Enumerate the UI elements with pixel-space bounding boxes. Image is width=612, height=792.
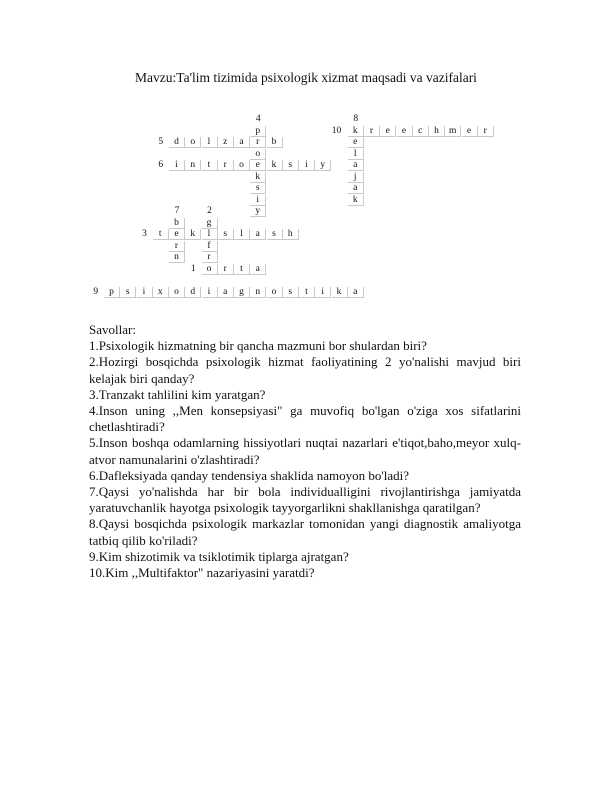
crossword-cell: s <box>283 160 299 171</box>
crossword-cell: b <box>169 218 185 229</box>
crossword-number: 2 <box>207 206 212 216</box>
crossword-cell: a <box>348 287 364 298</box>
crossword-cell: g <box>234 287 250 298</box>
question-item: 8.Qaysi bosqichda psixologik markazlar tomonidan yangi diagnostik amaliyotga tatbiq qilib ko'riladi? <box>89 516 521 548</box>
crossword-cell: t <box>153 229 169 240</box>
crossword-cell: h <box>283 229 299 240</box>
crossword-cell: p <box>104 287 120 298</box>
crossword-number: 6 <box>158 160 164 170</box>
question-item: 5.Inson boshqa odamlarning hissiyotlari nuqtai nazarlari e'tiqot,baho,meyor xulq-atvor namunalarini o'zlashtiradi? <box>89 435 521 467</box>
crossword-number: 3 <box>142 229 147 239</box>
crossword-cell: y <box>315 160 331 171</box>
crossword-cell: h <box>429 126 445 137</box>
crossword-cell: l <box>234 229 250 240</box>
crossword-number: 5 <box>158 137 164 147</box>
crossword-number: 8 <box>353 114 359 124</box>
crossword-cell: n <box>185 160 201 171</box>
crossword-cell: l <box>348 149 364 160</box>
crossword-cell: d <box>185 287 201 298</box>
crossword-cell: k <box>250 172 266 183</box>
question-item: 9.Kim shizotimik va tsiklotimik tiplarga ajratgan? <box>89 548 349 564</box>
crossword-cell: o <box>202 264 218 275</box>
crossword-cell: i <box>250 195 266 206</box>
crossword-cell: b <box>267 137 283 148</box>
crossword-cell: j <box>348 172 364 183</box>
crossword-cell: s <box>283 287 299 298</box>
crossword-cell: i <box>299 160 315 171</box>
crossword-cell: a <box>348 183 364 194</box>
page-title: Mavzu:Ta'lim tizimida psixologik xizmat maqsadi va vazifalari <box>135 70 477 85</box>
crossword-cell: a <box>234 137 250 148</box>
crossword-cell: e <box>462 126 478 137</box>
crossword-cell: k <box>332 287 348 298</box>
crossword-cell: i <box>169 160 185 171</box>
crossword-cell: k <box>267 160 283 171</box>
crossword-cell: n <box>250 287 266 298</box>
crossword-cell: a <box>218 287 234 298</box>
crossword-cell: a <box>250 264 266 275</box>
crossword-grid <box>0 0 612 300</box>
crossword-number: 10 <box>331 125 342 136</box>
crossword-cell: s <box>250 183 266 194</box>
crossword-number: 7 <box>174 206 180 216</box>
crossword-cell: e <box>250 160 266 171</box>
crossword-cell: m <box>445 126 461 137</box>
crossword-cell: i <box>315 287 331 298</box>
crossword-cell: t <box>299 287 315 298</box>
crossword-cell: s <box>267 229 283 240</box>
question-item: 3.Tranzakt tahlilini kim yaratgan? <box>89 386 266 402</box>
crossword-cell: l <box>202 229 218 240</box>
question-list <box>89 338 521 581</box>
crossword-cell: i <box>202 287 218 298</box>
questions-section <box>89 322 521 581</box>
crossword-cell: y <box>250 206 266 217</box>
crossword-cell: p <box>250 126 266 137</box>
crossword-cell: k <box>185 229 201 240</box>
crossword-cell: s <box>120 287 136 298</box>
crossword-cell: o <box>234 160 250 171</box>
crossword-cell: a <box>348 160 364 171</box>
crossword-cell: e <box>397 126 413 137</box>
question-item: 7.Qaysi yo'nalishda har bir bola individualligini rivojlantirishga jamiyatda yaratuvchanlik hayotga psixologik tayyorgarlikni shakllanishga qaratilgan? <box>89 484 521 516</box>
crossword-cell: l <box>202 137 218 148</box>
crossword-cell: n <box>169 252 185 263</box>
crossword-cell: d <box>169 137 185 148</box>
crossword-cell: x <box>153 287 169 298</box>
crossword-cell: o <box>267 287 283 298</box>
crossword-cell: a <box>250 229 266 240</box>
crossword-cell: e <box>380 126 396 137</box>
crossword-cell: f <box>202 241 218 252</box>
crossword-cell: c <box>413 126 429 137</box>
crossword-cell: e <box>348 137 364 148</box>
crossword-cell: t <box>234 264 250 275</box>
crossword-cell: k <box>348 126 364 137</box>
crossword-cell: z <box>218 137 234 148</box>
crossword-cell: r <box>364 126 380 137</box>
crossword-cell: r <box>169 241 185 252</box>
crossword-cell: r <box>478 126 494 137</box>
crossword-cell: r <box>218 264 234 275</box>
crossword-cell: r <box>250 137 266 148</box>
crossword-cell: t <box>202 160 218 171</box>
question-item: 10.Kim ,,Multifaktor" nazariyasini yaratdi? <box>89 565 315 581</box>
crossword-number: 1 <box>190 263 196 274</box>
crossword-cell: k <box>348 195 364 206</box>
questions-heading: Savollar: <box>89 322 136 337</box>
crossword-cell: s <box>218 229 234 240</box>
crossword-cell: i <box>137 287 153 298</box>
question-item: 6.Dafleksiyada qanday tendensiya shaklida namoyon bo'ladi? <box>89 467 410 483</box>
crossword-cell: o <box>169 287 185 298</box>
question-item: 2.Hozirgi bosqichda psixologik hizmat faoliyatining 2 yo'nalishi mavjud biri kelajak biri qanday? <box>89 354 521 386</box>
crossword-number: 9 <box>93 286 99 297</box>
crossword-cell: o <box>250 149 266 160</box>
question-item: 4.Inson uning ,,Men konsepsiyasi" ga muvofiq bo'lgan o'ziga xos sifatlarini chetlashtiradi? <box>89 403 521 435</box>
crossword-cell: r <box>218 160 234 171</box>
crossword-cell: r <box>202 252 218 263</box>
question-item: 1.Psixologik hizmatning bir qancha mazmuni bor shulardan biri? <box>89 338 427 354</box>
crossword-cell: o <box>185 137 201 148</box>
crossword-cell: g <box>202 218 218 229</box>
crossword-cell: e <box>169 229 185 240</box>
crossword-number: 4 <box>255 114 261 124</box>
